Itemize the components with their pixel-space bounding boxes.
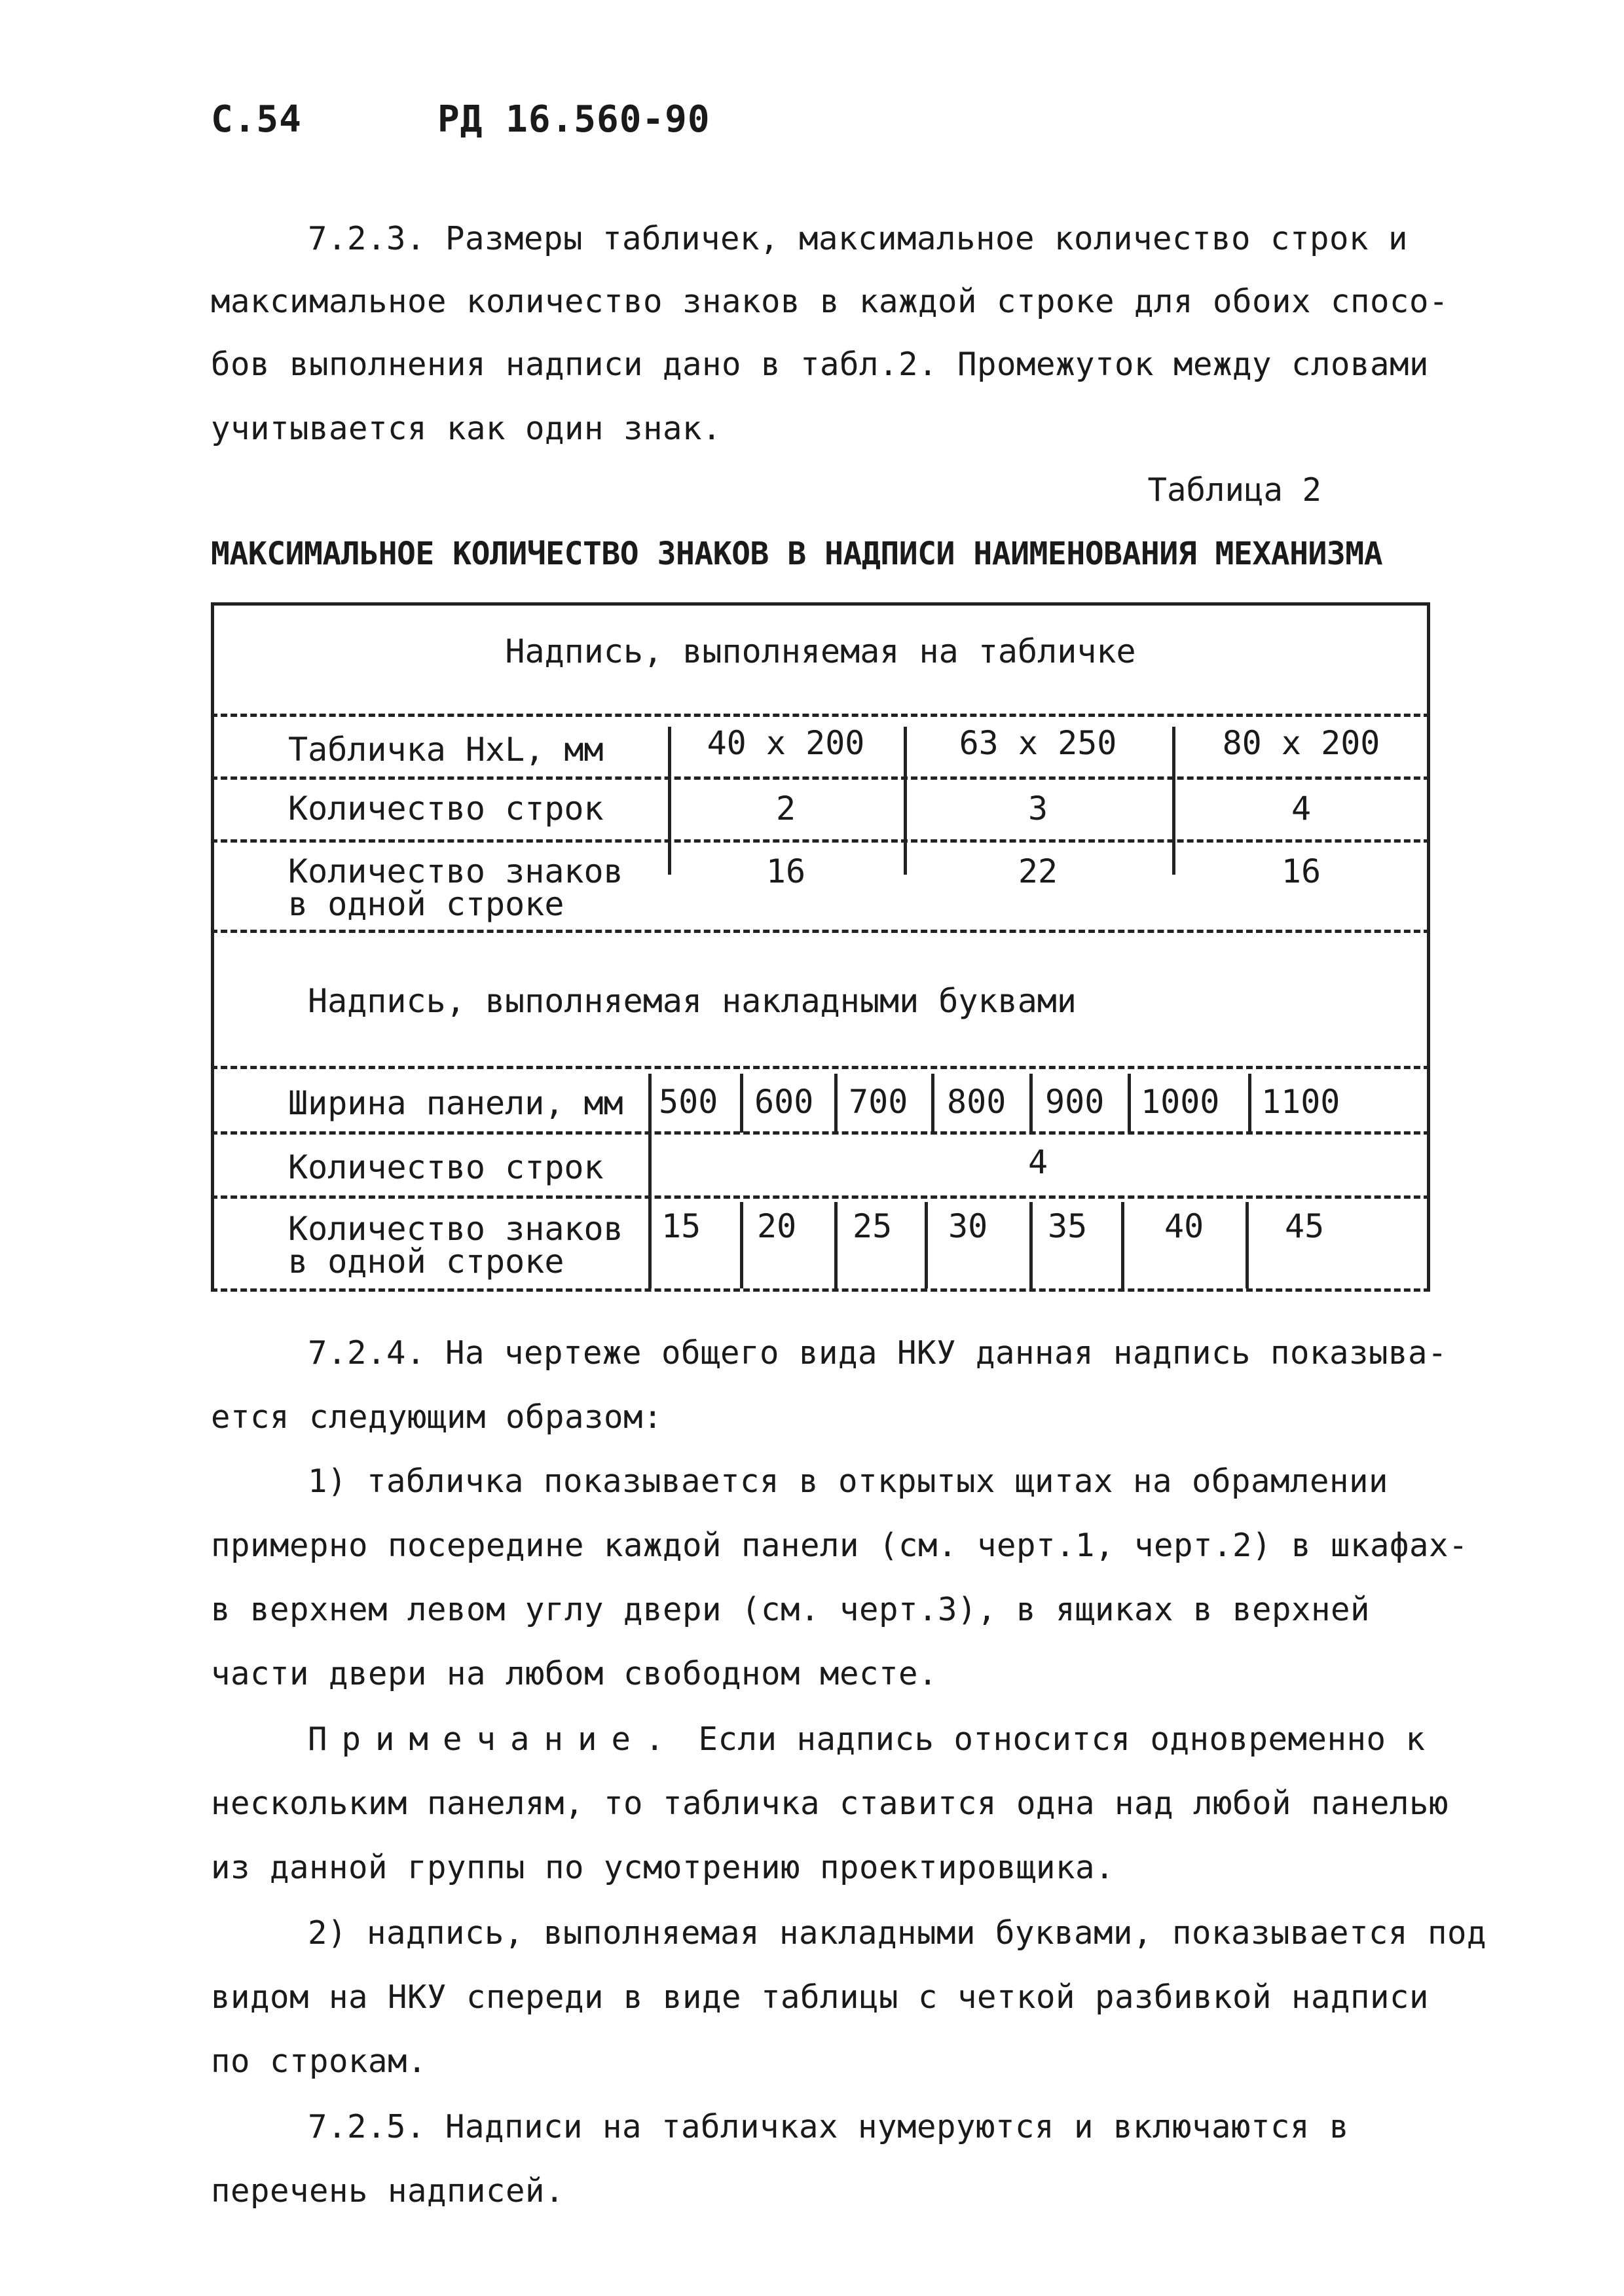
chars-divider-4	[1029, 1202, 1033, 1288]
section2-row-rule-2	[211, 1195, 1430, 1199]
lines-count-2: 3	[1027, 790, 1048, 828]
document-code: РД 16.560-90	[437, 98, 710, 141]
note-line-2: нескольким панелям, то табличка ставится одна над любой панелью	[211, 1785, 1449, 1822]
section2-lines-value: 4	[1027, 1143, 1048, 1181]
chars-divider-6	[1246, 1202, 1249, 1288]
note-line-3: из данной группы по усмотрению проектировщика.	[211, 1849, 1115, 1886]
characters-table	[211, 602, 1434, 1292]
table-top-border	[211, 602, 1430, 606]
width-divider-2	[834, 1074, 838, 1133]
panel-width-900: 900	[1045, 1083, 1105, 1121]
table-right-border	[1427, 602, 1430, 1291]
lines-count-1: 2	[775, 790, 796, 828]
section2-title-rule	[211, 1066, 1430, 1069]
note-text-1: Если надпись относится одновременно к	[678, 1721, 1426, 1758]
paragraph-7-2-5-line-2: перечень надписей.	[211, 2172, 565, 2210]
paragraph-7-2-3-line-1: 7.2.3. Размеры табличек, максимальное количество строк и	[308, 220, 1409, 257]
paragraph-7-2-3-line-2: максимальное количество знаков в каждой строке для обоих спосо-	[211, 283, 1449, 320]
paragraph-7-2-5-line-1: 7.2.5. Надписи на табличках нумеруются и включаются в	[308, 2108, 1350, 2145]
item-1-line-4: части двери на любом свободном месте.	[211, 1655, 938, 1692]
chars-count-2: 22	[1018, 852, 1058, 890]
chars-count-3: 16	[1281, 852, 1321, 890]
section1-bottom-rule	[211, 930, 1430, 933]
plate-size-1: 40 х 200	[707, 724, 865, 762]
chars-for-900: 35	[1048, 1207, 1088, 1245]
chars-for-500: 15	[661, 1207, 701, 1245]
width-divider-1	[740, 1074, 743, 1133]
table-title: МАКСИМАЛЬНОЕ КОЛИЧЕСТВО ЗНАКОВ В НАДПИСИ НАИМЕНОВАНИЯ МЕХАНИЗМА	[211, 536, 1383, 572]
panel-width-label: Ширина панели, мм	[288, 1084, 623, 1122]
paragraph-7-2-4-line-2: ется следующим образом:	[211, 1398, 663, 1436]
panel-width-1000: 1000	[1141, 1083, 1220, 1121]
paragraph-7-2-3-line-4: учитывается как один знак.	[211, 410, 722, 447]
item-1-line-1: 1) табличка показывается в открытых щитах на обрамлении	[308, 1463, 1389, 1500]
lines-count-3: 4	[1291, 790, 1312, 828]
chars-divider-1	[740, 1202, 743, 1288]
note-line-1	[308, 1721, 1426, 1758]
chars-divider-3	[925, 1202, 928, 1288]
plate-size-label: Табличка HxL, мм	[288, 731, 604, 769]
paragraph-7-2-3-line-3: бов выполнения надписи дано в табл.2. Промежуток между словами	[211, 346, 1430, 383]
panel-width-500: 500	[659, 1083, 718, 1121]
width-divider-4	[1029, 1074, 1033, 1133]
chars-for-1000: 40	[1164, 1207, 1204, 1245]
section1-row-rule-2	[211, 839, 1430, 843]
chars-count-label-line-2: в одной строке	[288, 885, 564, 923]
item-2-line-3: по строкам.	[211, 2043, 428, 2080]
chars-for-1100: 45	[1285, 1207, 1325, 1245]
item-1-line-3: в верхнем левом углу двери (см. черт.3), в ящиках в верхней	[211, 1591, 1371, 1628]
page-number: С.54	[211, 98, 302, 141]
table-label: Таблица 2	[1147, 471, 1321, 509]
chars-for-700: 25	[853, 1207, 893, 1245]
chars-count-label-line-1: Количество знаков	[288, 852, 623, 890]
section2-title: Надпись, выполняемая накладными буквами	[308, 982, 1077, 1020]
plate-size-3: 80 х 200	[1222, 724, 1380, 762]
chars-for-600: 20	[757, 1207, 797, 1245]
chars-count-1: 16	[766, 852, 806, 890]
section2-label-divider	[648, 1074, 652, 1288]
panel-width-700: 700	[849, 1083, 908, 1121]
section1-title: Надпись, выполняемая на табличке	[505, 632, 1136, 670]
table-bottom-border	[211, 1288, 1430, 1292]
panel-width-1100: 1100	[1261, 1083, 1340, 1121]
section2-lines-label: Количество строк	[288, 1148, 604, 1186]
chars-divider-5	[1121, 1202, 1124, 1288]
width-divider-3	[931, 1074, 934, 1133]
table-left-border	[211, 602, 214, 1291]
section1-row-rule-1	[211, 776, 1430, 780]
panel-width-600: 600	[754, 1083, 814, 1121]
section2-chars-label-line-1: Количество знаков	[288, 1210, 623, 1248]
item-2-line-2: видом на НКУ спереди в виде таблицы с четкой разбивкой надписи	[211, 1978, 1430, 2016]
note-word: Примечание.	[308, 1721, 679, 1758]
width-divider-6	[1248, 1074, 1251, 1133]
panel-width-800: 800	[947, 1083, 1006, 1121]
chars-divider-2	[834, 1202, 838, 1288]
chars-for-800: 30	[948, 1207, 988, 1245]
paragraph-7-2-4-line-1: 7.2.4. На чертеже общего вида НКУ данная надпись показыва-	[308, 1334, 1448, 1372]
item-1-line-2: примерно посередине каждой панели (см. черт.1, черт.2) в шкафах-	[211, 1527, 1469, 1564]
plate-size-2: 63 х 250	[959, 724, 1117, 762]
section2-chars-label-line-2: в одной строке	[288, 1243, 564, 1281]
width-divider-5	[1128, 1074, 1131, 1133]
section1-title-rule	[211, 714, 1430, 717]
section2-row-rule-1	[211, 1131, 1430, 1135]
item-2-line-1: 2) надпись, выполняемая накладными буквами, показывается под	[308, 1914, 1487, 1952]
lines-count-label: Количество строк	[288, 790, 604, 828]
